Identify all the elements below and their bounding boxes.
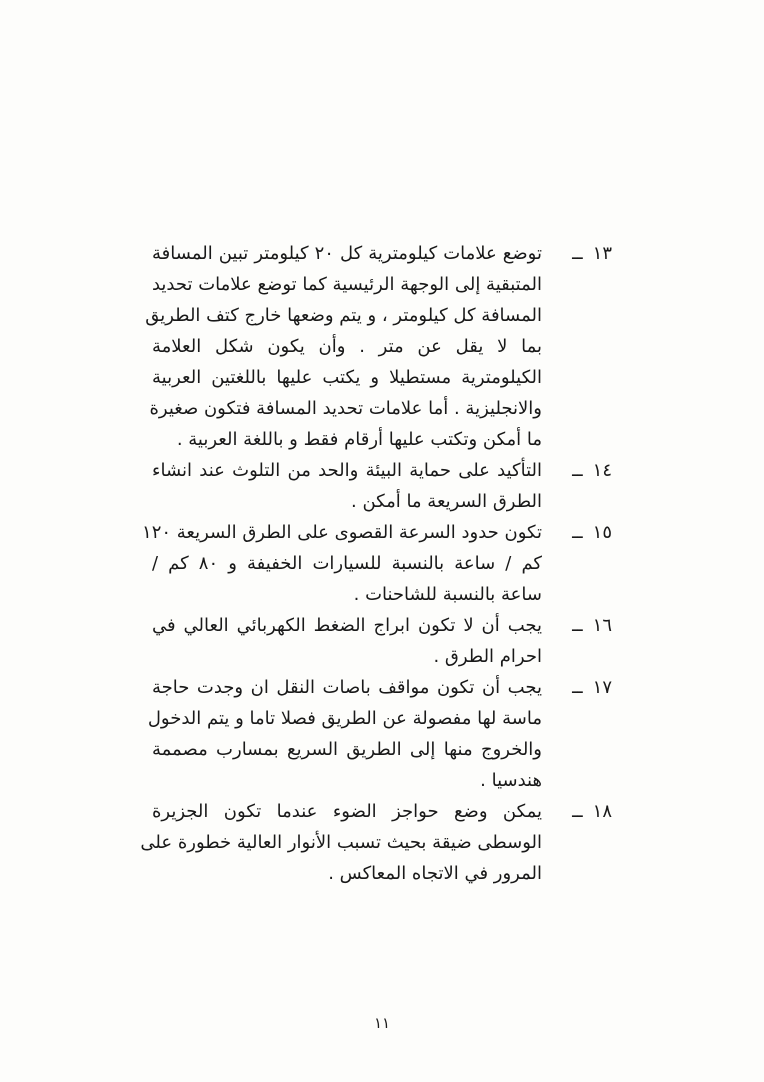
dash-separator: ــ xyxy=(572,243,583,264)
item-number-cell xyxy=(542,238,612,269)
item-number-cell xyxy=(542,672,612,703)
dash-separator: ــ xyxy=(572,522,583,543)
text-line: الكيلومترية مستطيلا و يكتب عليها باللغتين العربية xyxy=(152,367,542,388)
text-line: المرور في الاتجاه المعاكس . xyxy=(328,863,542,884)
item-number: ١٨ xyxy=(592,801,612,822)
item-number-cell xyxy=(542,610,612,641)
text-line: احرام الطرق . xyxy=(433,646,542,667)
text-line: المتبقية إلى الوجهة الرئيسية كما توضع علامات تحديد xyxy=(151,274,542,295)
list-item xyxy=(152,455,612,517)
item-text xyxy=(145,238,542,455)
list-item xyxy=(152,610,612,672)
list-item xyxy=(140,796,612,889)
item-text xyxy=(147,672,542,796)
text-line: يمكن وضع حواجز الضوء عندما تكون الجزيرة xyxy=(152,801,542,822)
list-item xyxy=(142,517,612,610)
text-line: هندسيا . xyxy=(480,770,542,791)
text-line: ما أمكن وتكتب عليها أرقام فقط و باللغة العربية . xyxy=(176,429,542,450)
list-item xyxy=(145,238,612,455)
text-line: الوسطى ضيقة بحيث تسبب الأنوار العالية خطورة على xyxy=(140,832,542,853)
numbered-list xyxy=(140,238,612,889)
text-line: تكون حدود السرعة القصوى على الطرق السريعة ١٢٠ xyxy=(142,522,542,543)
text-line: كم / ساعة بالنسبة للسيارات الخفيفة و ٨٠ كم / xyxy=(152,553,542,574)
page-number: ١١ xyxy=(373,1014,391,1032)
item-number-cell xyxy=(542,796,612,827)
dash-separator: ــ xyxy=(572,677,583,698)
text-line: ساعة بالنسبة للشاحنات . xyxy=(353,584,542,605)
text-line: بما لا يقل عن متر . وأن يكون شكل العلامة xyxy=(152,336,542,357)
item-number: ١٥ xyxy=(592,522,612,543)
item-text xyxy=(140,796,542,889)
text-line: يجب أن تكون مواقف باصات النقل ان وجدت حاجة xyxy=(152,677,542,698)
text-line: التأكيد على حماية البيئة والحد من التلوث عند انشاء xyxy=(152,460,542,481)
item-number-cell xyxy=(542,455,612,486)
text-line: المسافة كل كيلومتر ، و يتم وضعها خارج كتف الطريق xyxy=(145,305,542,326)
item-number: ١٦ xyxy=(592,615,612,636)
text-line: والخروج منها إلى الطريق السريع بمسارب مصممة xyxy=(152,739,542,760)
text-line: الطرق السريعة ما أمكن . xyxy=(351,491,542,512)
list-item xyxy=(147,672,612,796)
item-number-cell xyxy=(542,517,612,548)
item-number: ١٧ xyxy=(592,677,612,698)
dash-separator: ــ xyxy=(572,460,583,481)
text-line: يجب أن لا تكون ابراج الضغط الكهربائي العالي في xyxy=(152,615,542,636)
dash-separator: ــ xyxy=(572,801,583,822)
item-text xyxy=(152,455,542,517)
item-number: ١٣ xyxy=(592,243,612,264)
dash-separator: ــ xyxy=(572,615,583,636)
item-number: ١٤ xyxy=(592,460,612,481)
item-text xyxy=(152,610,542,672)
text-line: توضع علامات كيلومترية كل ٢٠ كيلومتر تبين المسافة xyxy=(152,243,542,264)
text-line: والانجليزية . أما علامات تحديد المسافة فتكون صغيرة xyxy=(149,398,542,419)
text-line: ماسة لها مفصولة عن الطريق فصلا تاما و يتم الدخول xyxy=(147,708,542,729)
item-text xyxy=(142,517,542,610)
